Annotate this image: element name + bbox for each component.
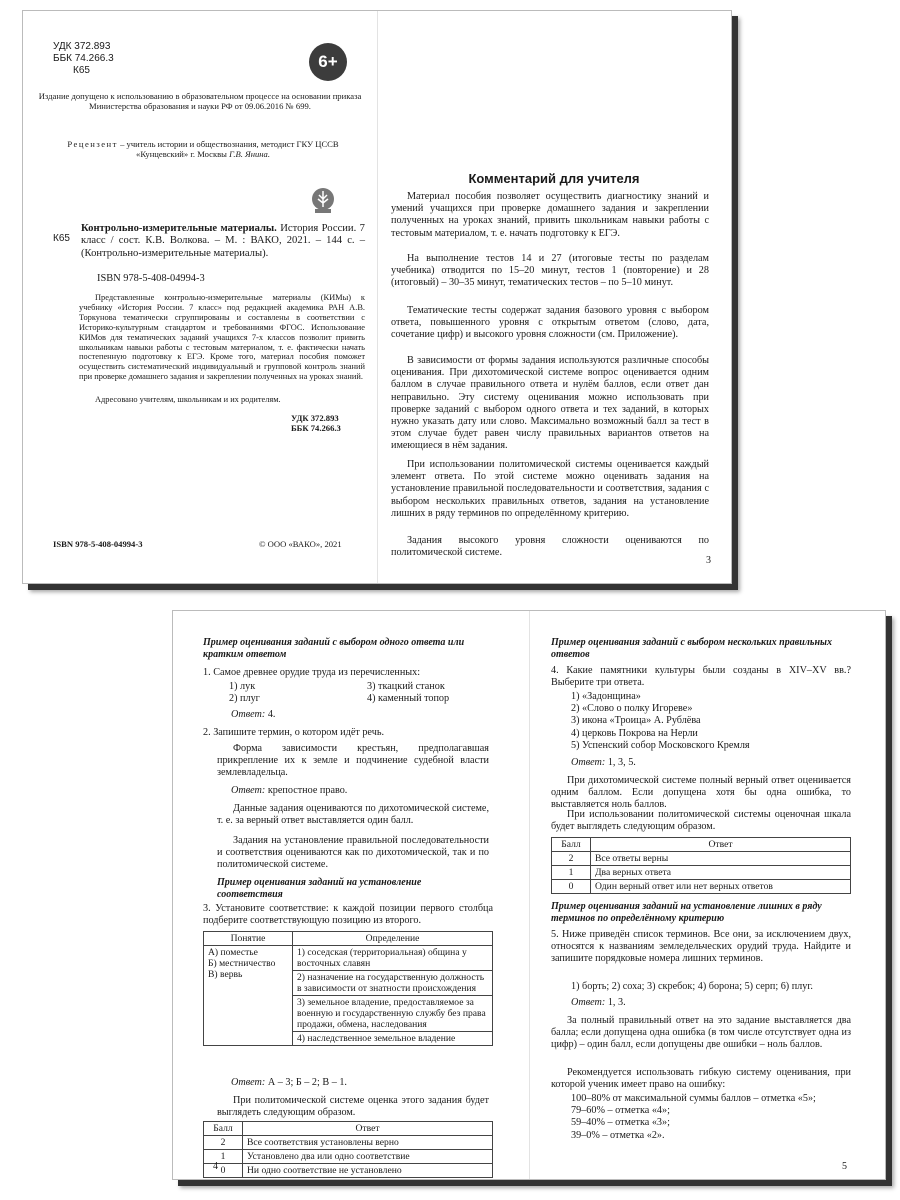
- publisher-emblem-icon: [311, 187, 335, 215]
- teacher-comment-heading: Комментарий для учителя: [468, 171, 640, 186]
- score-header-answer: Ответ: [591, 838, 851, 852]
- section-heading-extra-terms: Пример оценивания заданий на установление лишних в ряду терминов по определённому критерию: [551, 901, 822, 924]
- grade-2: 39–0% – отметка «2».: [571, 1129, 665, 1141]
- answer-4-value: 1, 3, 5.: [605, 757, 636, 768]
- score-cell: 0: [552, 880, 591, 894]
- bottom-left-page: [173, 611, 527, 1179]
- scoring-paragraph-f: За полный правильный ответ на это задание выставляется два балла; если допущена одна ошибка (в том числе отсутствует одна из цифр) – один балл, если допущены две ошибки – ноль баллов.: [551, 1015, 851, 1051]
- table-row: [552, 866, 851, 880]
- definition-2: 2) назначение на государственную должность в зависимости от знатности происхождения: [293, 971, 492, 996]
- k65-side: К65: [53, 233, 70, 244]
- permit-note: Издание допущено к использованию в образовательном процессе на основании приказа Министерства образования и науки РФ от 09.06.2016 № 699.: [38, 91, 362, 112]
- top-right-page: [377, 11, 731, 583]
- scoring-paragraph-c: При политомической системе оценка этого задания будет выглядеть следующим образом.: [217, 1095, 489, 1119]
- answer-2: [231, 785, 347, 797]
- answer-3: [231, 1077, 347, 1089]
- abstract-text: Представленные контрольно-измерительные материалы (КИМы) к учебнику «История России. 7 класс» под редакцией академика РАН А.В. Торкунова тематически сгруппированы и составлены в соответствии с Историко-культурным стандартом и требованиями ФГОС. Использование КИМов для тематических заданий учащихся 7-х классов позволит привить школьникам навыки работы с тестовым материалом, т. е. фактически начать постепенную подготовку к ЕГЭ. Кроме того, материал пособия поможет осуществить систематический индивидуальный и групповой контроль знаний при проверке домашнего задания и закреплении полученных на уроках знаний.: [79, 293, 365, 382]
- table-row: [552, 880, 851, 894]
- k65-code: К65: [73, 65, 90, 76]
- answer-cell: Один верный ответ или нет верных ответов: [591, 880, 851, 894]
- definition-1: 1) соседская (территориальная) община у восточных славян: [293, 946, 492, 971]
- score-table-multiple: [551, 837, 851, 894]
- age-rating-badge: 6+: [309, 43, 347, 81]
- answer-1-label: Ответ:: [231, 709, 266, 720]
- udk-code: УДК 372.893: [53, 41, 111, 52]
- matching-header-concept: Понятие: [204, 932, 293, 946]
- scoring-paragraph-e: При использовании политомической системы оценочная шкала будет выглядеть следующим образом.: [551, 809, 851, 833]
- reviewer-text: – учитель истории и обществознания, методист ГКУ ЦССВ «Кунцевский» г. Москвы: [117, 139, 339, 160]
- answer-2-value: крепостное право.: [265, 785, 348, 796]
- reviewer-name: Г.В. Янина.: [229, 149, 270, 160]
- reviewer-note: [53, 139, 353, 159]
- isbn-line: ISBN 978-5-408-04994-3: [97, 273, 205, 284]
- answer-cell: Установлено два или одно соответствие: [243, 1150, 493, 1164]
- answer-5-value: 1, 3.: [605, 997, 626, 1008]
- copyright-footer: © ООО «ВАКО», 2021: [259, 539, 342, 549]
- table-row: [204, 1136, 493, 1150]
- concept-a: А) поместье: [208, 947, 258, 958]
- scoring-paragraph-d: При дихотомической системе полный верный ответ оценивается одним баллом. Если допущена хотя бы одна ошибка, то выставляется ноль баллов.: [551, 775, 851, 811]
- grade-5: 100–80% от максимальной суммы баллов – отметка «5»;: [571, 1093, 816, 1104]
- score-table-matching: [203, 1121, 493, 1178]
- score-cell: 1: [552, 866, 591, 880]
- table-row: [204, 1164, 493, 1178]
- comment-p3: Тематические тесты содержат задания базового уровня с выбором ответа, повышенного уровня с открытым ответом (слово, дата, сочетание цифр) и высокого уровня сложности (см. Приложение).: [391, 305, 709, 341]
- answer-cell: Все ответы верны: [591, 852, 851, 866]
- question-3: 3. Установите соответствие: к каждой позиции первого столбца подберите соответствующую позицию из второго.: [203, 903, 493, 927]
- q4-option-5: 5) Успенский собор Московского Кремля: [571, 739, 750, 751]
- answer-3-label: Ответ:: [231, 1077, 266, 1088]
- score-cell: 2: [552, 852, 591, 866]
- bottom-spread: [172, 610, 886, 1180]
- bbk-repeat-line: ББК 74.266.3: [291, 423, 341, 434]
- answer-3-value: А – 3; Б – 2; В – 1.: [265, 1077, 347, 1088]
- scoring-paragraph-b: Задания на установление правильной последовательности и соответствия оцениваются как по дихотомической, так и по политомической системе.: [217, 835, 489, 871]
- answer-cell: Все соответствия установлены верно: [243, 1136, 493, 1150]
- section-heading-matching: Пример оценивания заданий на установление соответствия: [217, 877, 422, 901]
- catalog-description: [81, 223, 365, 260]
- answer-5: [571, 997, 626, 1009]
- score-cell: 2: [204, 1136, 243, 1150]
- question-5: 5. Ниже приведён список терминов. Все они, за исключением двух, относятся к названиям земледельческих орудий труда. Найдите и запишите порядковые номера лишних терминов.: [551, 929, 851, 965]
- concept-b: Б) местничество: [208, 958, 276, 969]
- q4-option-3: 3) икона «Троица» А. Рублёва: [571, 715, 701, 727]
- answer-cell: Ни одно соответствие не установлено: [243, 1164, 493, 1178]
- table-row: [552, 852, 851, 866]
- definition-4: 4) наследственное земельное владение: [297, 1033, 456, 1044]
- scoring-paragraph-g: Рекомендуется использовать гибкую систему оценивания, при которой ученик имеет право на ошибку:: [551, 1067, 851, 1091]
- matching-table: [203, 931, 493, 1046]
- question-1: 1. Самое древнее орудие труда из перечисленных:: [203, 667, 421, 678]
- matching-definitions: [293, 946, 493, 1046]
- q5-term-list: 1) борть; 2) соха; 3) скребок; 4) борона; 5) серп; 6) плуг.: [571, 981, 813, 992]
- section-heading-single-answer: Пример оценивания заданий с выбором одного ответа или кратким ответом: [203, 637, 465, 660]
- grade-4: 79–60% – отметка «4»;: [571, 1105, 670, 1117]
- score-cell: 0: [204, 1164, 243, 1178]
- page-number-5: 5: [842, 1161, 847, 1172]
- book-title: Контрольно-измерительные материалы.: [81, 223, 277, 234]
- top-left-page: [23, 11, 377, 583]
- book-desc: История России. 7 класс / сост. К.В. Волкова. – М. : ВАКО, 2021. – 144 с. – (Контрольно-измерительные материалы).: [81, 223, 365, 259]
- question-2: 2. Запишите термин, о котором идёт речь.: [203, 727, 385, 738]
- matching-header-definition: Определение: [293, 932, 493, 946]
- concept-c: В) вервь: [208, 969, 243, 980]
- table-row: [204, 1150, 493, 1164]
- score-header-points: Балл: [204, 1122, 243, 1136]
- q1-option-2: 2) плуг: [229, 693, 260, 705]
- answer-4-label: Ответ:: [571, 757, 606, 768]
- top-spread: [22, 10, 732, 584]
- udk-repeat: [291, 413, 341, 433]
- score-header-points: Балл: [552, 838, 591, 852]
- score-header-answer: Ответ: [243, 1122, 493, 1136]
- bottom-right-page: [531, 611, 885, 1179]
- scoring-paragraph-a: Данные задания оцениваются по дихотомической системе, т. е. за верный ответ выставляется один балл.: [217, 803, 489, 827]
- q4-option-4: 4) церковь Покрова на Нерли: [571, 727, 698, 739]
- reviewer-word: Рецензент: [67, 139, 118, 149]
- grade-list: [571, 1093, 851, 1142]
- comment-p6: Задания высокого уровня сложности оцениваются по политомической системе.: [391, 535, 709, 559]
- grade-3: 59–40% – отметка «3»;: [571, 1117, 670, 1129]
- q4-options: [571, 691, 750, 752]
- bbk-code: ББК 74.266.3: [53, 53, 114, 64]
- comment-p2: На выполнение тестов 14 и 27 (итоговые тесты по разделам учебника) отводится по 15–20 минут, тестов 1 (повторение) и 28 (итоговый) – 30–35 минут, тематических тестов – по 5–10 минут.: [391, 253, 709, 289]
- udk-repeat-line: УДК 372.893: [291, 413, 339, 423]
- score-cell: 1: [204, 1150, 243, 1164]
- q4-option-2: 2) «Слово о полку Игореве»: [571, 703, 693, 715]
- q1-option-1: 1) лук: [229, 681, 256, 692]
- answer-2-label: Ответ:: [231, 785, 266, 796]
- q4-option-1: 1) «Задонщина»: [571, 691, 641, 702]
- q1-options-col1: [229, 681, 260, 705]
- isbn-footer: ISBN 978-5-408-04994-3: [53, 539, 143, 549]
- question-2-text: Форма зависимости крестьян, предполагавшая прикрепление их к земле и подчинение судебной власти землевладельца.: [217, 743, 489, 779]
- audience-text: Адресовано учителям, школьникам и их родителям.: [95, 395, 281, 404]
- comment-p1: Материал пособия позволяет осуществить диагностику знаний и умений учащихся при проверке домашнего задания и закреплении полученных на уроках знаний, привить школьникам навыки работы с тестовым материалом, т. е. начать подготовку к ЕГЭ.: [391, 191, 709, 239]
- matching-concepts: [204, 946, 293, 1046]
- answer-1-value: 4.: [265, 709, 276, 720]
- definition-3: 3) земельное владение, предоставляемое за военную и государственную службу без права продажи, обмена, наследования: [293, 996, 492, 1032]
- comment-p4: В зависимости от формы задания используются различные способы оценивания. При дихотомической системе вопрос оценивается одним баллом в случае правильного ответа и нулём баллов, если ответ дан неправильно. Эту систему оценивания можно использовать при проверке заданий с выбором одного ответа и тех заданий, в которых нужно указать дату или слово. Максимально возможный балл за тест в этом случае будет равен числу правильных вариантов ответов на имеющиеся в нём задания.: [391, 355, 709, 452]
- q1-option-3: 3) ткацкий станок: [367, 681, 445, 692]
- answer-5-label: Ответ:: [571, 997, 606, 1008]
- q1-option-4: 4) каменный топор: [367, 693, 450, 705]
- answer-4: [571, 757, 636, 769]
- page-number-4: 4: [213, 1161, 218, 1172]
- page-number-3: 3: [706, 555, 711, 566]
- comment-p5: При использовании политомической системы оценивается каждый элемент ответа. По этой системе можно оценивать задания на установление правильной последовательности и соответствия, задания с выбором нескольких правильных ответов, задания на установление лишних в ряду терминов по определённому критерию.: [391, 459, 709, 519]
- section-heading-multiple-answers: Пример оценивания заданий с выбором нескольких правильных ответов: [551, 637, 832, 660]
- answer-cell: Два верных ответа: [591, 866, 851, 880]
- q1-options-col2: [367, 681, 449, 705]
- question-4: 4. Какие памятники культуры были созданы в XIV–XV вв.? Выберите три ответа.: [551, 665, 851, 689]
- answer-1: [231, 709, 275, 721]
